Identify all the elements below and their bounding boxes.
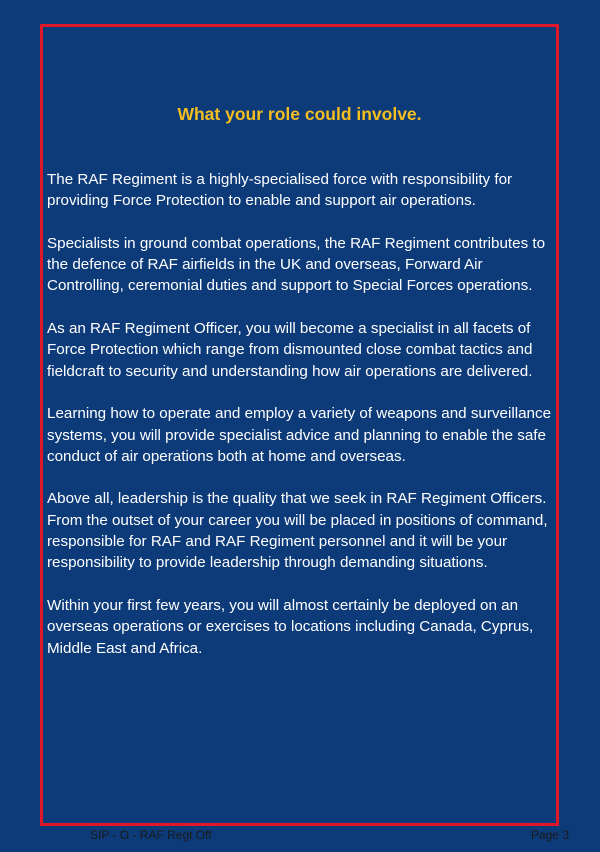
paragraph-weapons: Learning how to operate and employ a variety of weapons and surveillance systems, you will provide specialist advice and planning to enable the safe conduct of air operations both at home and overseas. <box>47 405 552 465</box>
footer-page-number: Page 3 <box>530 828 569 842</box>
paragraph-leadership: Above all, leadership is the quality that we seek in RAF Regiment Officers. From the outset of your career you will be placed in positions of command, responsible for RAF and RAF Regiment personnel and it will be your responsibility to provide leadership through demanding situations. <box>47 490 548 572</box>
footer-doc-ref: SIP - O - RAF Regt Off <box>90 828 212 842</box>
body-content <box>47 169 557 680</box>
page-title: What your role could involve. <box>177 104 422 124</box>
paragraph-officer-role: As an RAF Regiment Officer, you will become a specialist in all facets of Force Protection which range from dismounted close combat tactics and fieldcraft to security and understanding how air operations are delivered. <box>47 320 533 380</box>
paragraph-specialists: Specialists in ground combat operations, the RAF Regiment contributes to the defence of RAF airfields in the UK and overseas, Forward Air Controlling, ceremonial duties and support to Special Forces operations. <box>47 234 546 295</box>
paragraph-deployment: Within your first few years, you will almost certainly be deployed on an overseas operations or exercises to locations including Canada, Cyprus, Middle East and Africa. <box>47 596 534 657</box>
paragraph-intro: The RAF Regiment is a highly-specialised force with responsibility for providing Force Protection to enable and support air operations. <box>47 171 513 210</box>
